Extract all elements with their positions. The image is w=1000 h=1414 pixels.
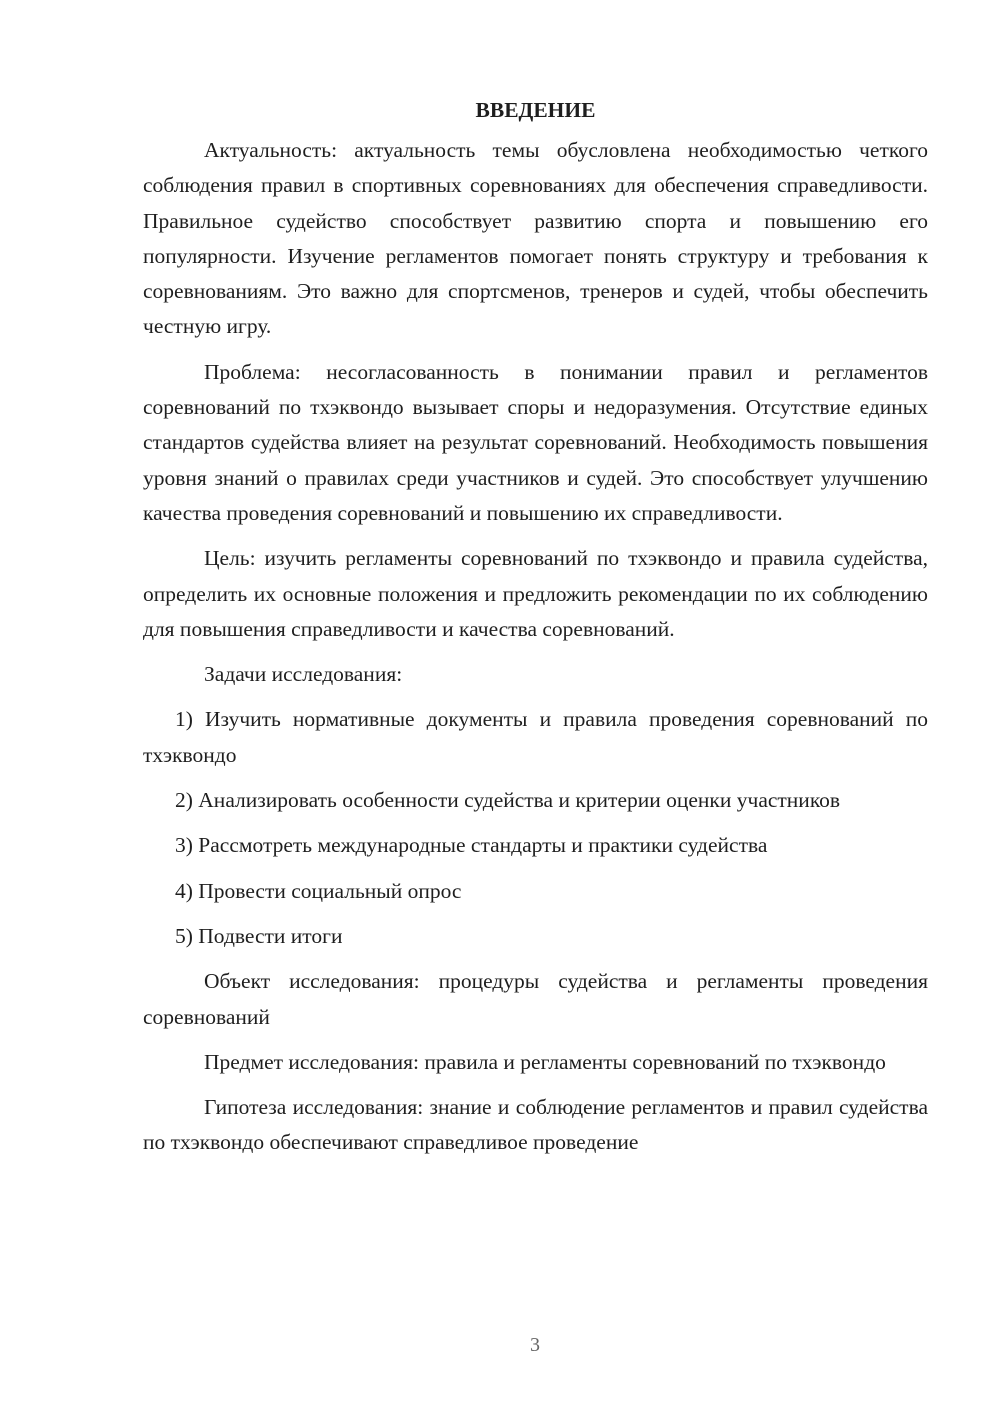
paragraph-hypothesis: Гипотеза исследования: знание и соблюдение регламентов и правил судейства по тхэквондо обеспечивают справедливое проведение [143,1095,928,1155]
tasks-label: Задачи исследования: [204,662,403,687]
section-heading: ВВЕДЕНИЕ [475,98,596,122]
page-number: 3 [530,1334,540,1356]
list-item: 3) Рассмотреть международные стандарты и практики судейства [175,833,768,858]
paragraph-subject: Предмет исследования: правила и регламенты соревнований по тхэквондо [204,1049,886,1074]
document-page [143,93,928,1171]
list-item: 4) Провести социальный опрос [175,878,462,903]
list-item: 1) Изучить нормативные документы и правила проведения соревнований по тхэквондо [143,707,928,767]
paragraph-problem: Проблема: несогласованность в понимании правил и регламентов соревнований по тхэквондо вызывает споры и недоразумения. Отсутствие единых стандартов судейства влияет на результат соревнований. Необходимость повышения уровня знаний о правилах среди участников и судей. Это способствует улучшению качества проведения соревнований и повышению их справедливости. [143,359,928,525]
list-item: 5) Подвести итоги [175,923,343,948]
paragraph-object: Объект исследования: процедуры судейства и регламенты проведения соревнований [143,969,928,1029]
list-item: 2) Анализировать особенности судейства и критерии оценки участников [175,788,841,813]
paragraph-goal: Цель: изучить регламенты соревнований по тхэквондо и правила судейства, определить их основные положения и предложить рекомендации по их соблюдению для повышения справедливости и качества соревнований. [143,546,928,641]
paragraph-relevance: Актуальность: актуальность темы обусловлена необходимостью четкого соблюдения правил в спортивных соревнованиях для обеспечения справедливости. Правильное судейство способствует развитию спорта и повышению его популярности. Изучение регламентов помогает понять структуру и требования к соревнованиям. Это важно для спортсменов, тренеров и судей, чтобы обеспечить честную игру. [143,138,928,339]
